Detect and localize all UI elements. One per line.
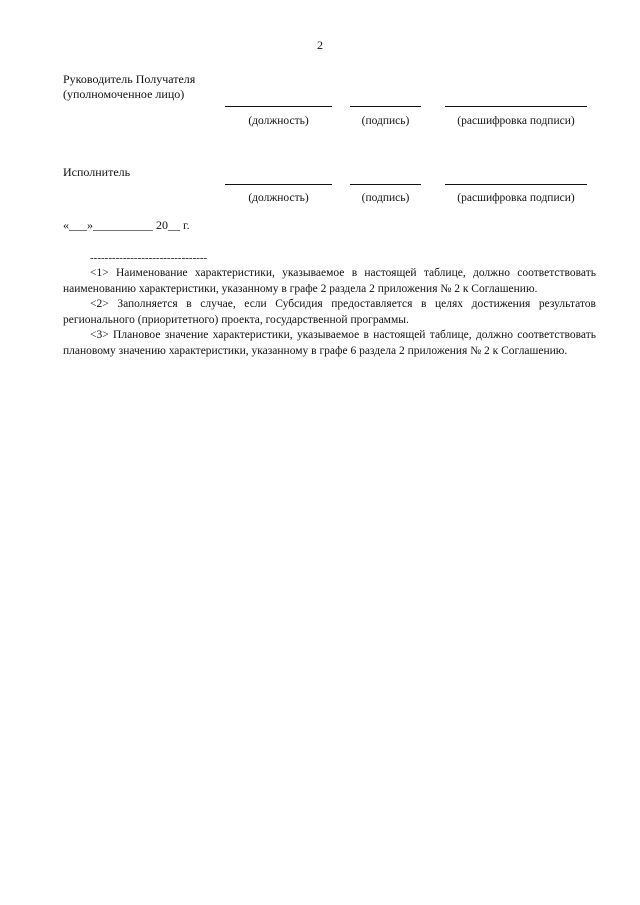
footnote-3: <3> Плановое значение характеристики, указываемое в настоящей таблице, должно соответствовать плановому значению характеристики, указанному в графе 6 раздела 2 приложения № 2 к Соглашению. [63, 329, 596, 357]
executor-signature-caption: (подпись) [361, 192, 410, 204]
footnote-2: <2> Заполняется в случае, если Субсидия предоставляется в целях достижения результатов регионального (приоритетного) проекта, государственной программы. [63, 298, 596, 326]
executor-title: Исполнитель [63, 165, 131, 179]
head-signature-caption: (подпись) [361, 115, 410, 127]
head-transcript-line[interactable] [445, 106, 587, 107]
executor-transcript-line[interactable] [445, 184, 587, 185]
executor-transcript-caption: (расшифровка подписи) [457, 192, 575, 204]
head-signature-line[interactable] [350, 106, 421, 107]
footnotes [63, 266, 596, 360]
head-position-caption: (должность) [248, 115, 309, 127]
head-title-line1: Руководитель Получателя [63, 72, 196, 86]
footnote-separator: -------------------------------- [90, 252, 208, 264]
executor-position-caption: (должность) [248, 192, 309, 204]
page-number: 2 [317, 38, 323, 52]
executor-signature-line[interactable] [350, 184, 421, 185]
executor-position-line[interactable] [225, 184, 332, 185]
head-position-line[interactable] [225, 106, 332, 107]
head-title-line2: (уполномоченное лицо) [63, 87, 185, 101]
head-transcript-caption: (расшифровка подписи) [457, 115, 575, 127]
footnote-1: <1> Наименование характеристики, указываемое в настоящей таблице, должно соответствовать наименованию характеристики, указанному в графе 2 раздела 2 приложения № 2 к Соглашению. [63, 267, 596, 295]
date-line: «___»__________ 20__ г. [63, 218, 190, 232]
